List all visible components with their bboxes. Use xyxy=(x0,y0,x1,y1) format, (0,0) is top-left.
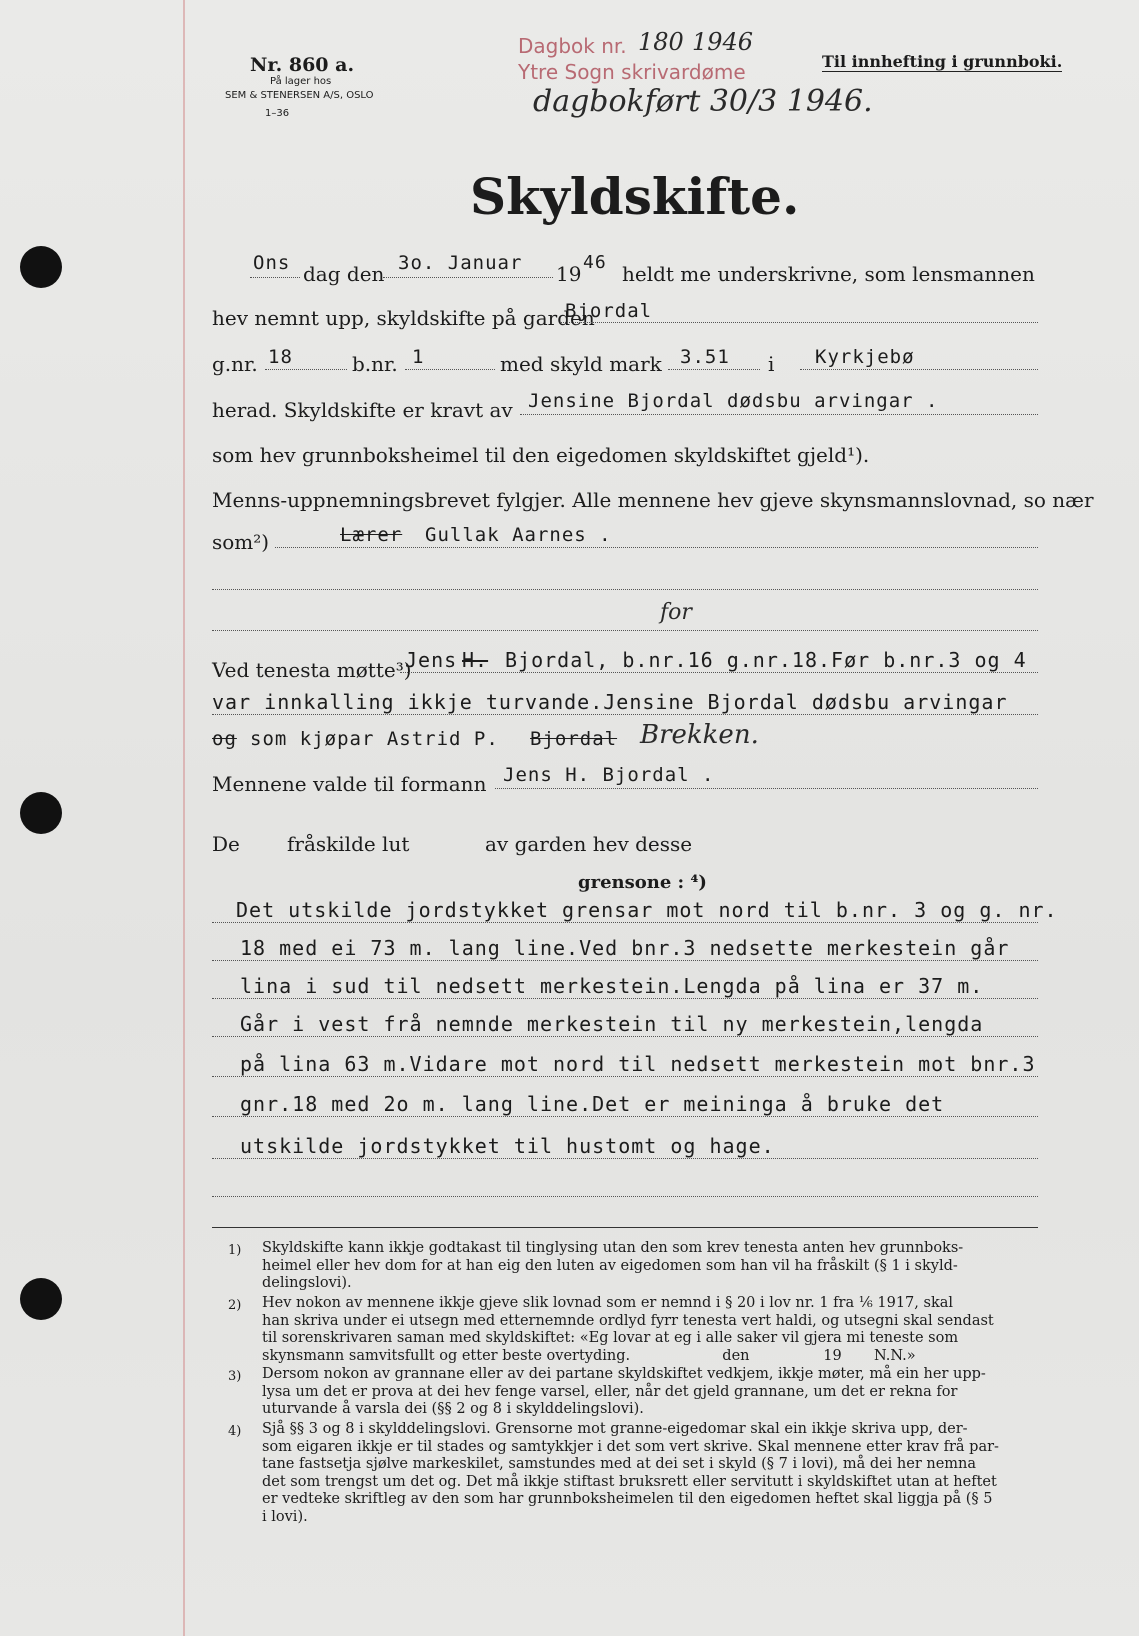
footnote-divider xyxy=(212,1227,1038,1228)
struck-title: Lærer xyxy=(340,524,403,546)
form-number: Nr. 860 a. xyxy=(250,54,355,76)
publisher-name: SEM & STENERSEN A/S, OSLO xyxy=(225,90,374,101)
label-ved-tenesta: Ved tenesta møtte³) xyxy=(212,658,412,682)
date-value: 3o. Januar xyxy=(398,252,523,274)
boundary-line: gnr.18 med 2o m. lang line.Det er meininga å bruke det xyxy=(240,1092,945,1116)
gnr-value: 18 xyxy=(268,346,293,368)
municipality: Kyrkjebø xyxy=(815,346,915,368)
boundary-line: Det utskilde jordstykket grensar mot nord til b.nr. 3 og g. nr. xyxy=(236,898,1058,922)
boundary-line: Går i vest frå nemnde merkestein til ny merkestein,lengda xyxy=(240,1012,984,1036)
weekday-prefix: Ons xyxy=(253,252,291,274)
year-suffix: 46 xyxy=(583,252,607,273)
journal-number: 180 xyxy=(638,28,684,56)
label-bnr: b.nr. xyxy=(352,352,398,376)
bnr-value: 1 xyxy=(412,346,425,368)
farm-name: Bjordal xyxy=(565,300,653,322)
attended-struck-initial: H. xyxy=(462,648,489,672)
footnote-number: 1) xyxy=(228,1243,242,1258)
label-av-garden: av garden hev desse xyxy=(485,832,693,856)
footnote-text: Hev nokon av mennene ikkje gjeve slik lovnad som er nemnd i § 20 i lov nr. 1 fra ⅙ 1917, skal han skriva under ei utsegn med etternemnde ordlyd fyrr tenesta vert haldi, og utsegni skal sendast til sorenskrivaren saman med skyldskiftet: «Eg lovar at eg i alle saker vil gjera mi teneste som skynsmann samvitsfullt og etter beste overtyding. den 19 N.N.» xyxy=(262,1295,994,1364)
boundary-line: lina i sud til nedsett merkestein.Lengda på lina er 37 m. xyxy=(240,974,984,998)
punch-hole xyxy=(20,792,62,834)
attended-handwritten: Brekken. xyxy=(640,720,759,750)
footnote-text: Skyldskifte kann ikkje godtakast til tinglysing utan den som krev tenesta anten hev grunnboks- heimel eller hev dom for at han eig den luten av eigedomen som han vil ha fråskilt (§ 1 i skyld- delingslovi). xyxy=(262,1240,964,1291)
label-heldt: heldt me underskrivne, som lensmannen xyxy=(622,262,1035,286)
label-gnr: g.nr. xyxy=(212,352,258,376)
attended-line-3: som kjøpar Astrid P. xyxy=(250,728,499,750)
label-fraskilde: fråskilde lut xyxy=(287,832,410,856)
footnote-text: Sjå §§ 3 og 8 i skylddelingslovi. Grensorne mot granne-eigedomar skal ein ikkje skriva upp, der- som eigaren ikkje er til stades og samtykkjer i det som vert skrive. Skal mennene etter krav frå par- tane fastsetja sjølve markeskilet, samstundes med at dei set i skyld (§ 7 i lovi), må dei her nemna det som trengst um det og. Det må ikkje stiftast bruksrett eller servitutt i skyldskiftet utan at heftet er vedteke skriftleg av den som har grunnboksheimelen til den eigedomen heftet skal liggja på (§ 5 i lovi). xyxy=(262,1421,999,1525)
label-dag-den: dag den xyxy=(303,262,385,286)
label-som-hev: som hev grunnboksheimel til den eigedomen skyldskiftet gjeld¹). xyxy=(212,443,870,467)
label-menns: Menns-uppnemningsbrevet fylgjer. Alle mennene hev gjeve skynsmannslovnad, so nær xyxy=(212,488,1094,512)
label-formann: Mennene valde til formann xyxy=(212,772,487,796)
attended-struck-a: og xyxy=(212,728,237,750)
punch-hole xyxy=(20,246,62,288)
skyld-value: 3.51 xyxy=(680,346,730,368)
office-stamp: Ytre Sogn skrivardøme xyxy=(518,60,746,84)
boundary-line: 18 med ei 73 m. lang line.Ved bnr.3 nedsette merkestein går xyxy=(240,936,1010,960)
boundary-line: utskilde jordstykket til hustomt og hage. xyxy=(240,1134,775,1158)
chairman-name: Jens H. Bjordal . xyxy=(503,764,715,786)
punch-hole xyxy=(20,1278,62,1320)
attended-line-2: var innkalling ikkje turvande.Jensine Bjordal dødsbu arvingar xyxy=(212,690,1008,714)
year-prefix: 19 xyxy=(556,262,582,286)
footnote-number: 2) xyxy=(228,1298,242,1313)
footnote-number: 4) xyxy=(228,1424,242,1439)
attended-struck-b: Bjordal xyxy=(530,728,618,750)
label-herad: herad. Skyldskifte er kravt av xyxy=(212,398,513,422)
margin-rule xyxy=(183,0,185,1636)
label-i: i xyxy=(768,352,775,376)
label-hev-nemnt: hev nemnt upp, skyldskifte på garden xyxy=(212,306,595,330)
attended-rest: Bjordal, b.nr.16 g.nr.18.Før b.nr.3 og 4 xyxy=(505,648,1027,672)
requested-by: Jensine Bjordal dødsbu arvingar . xyxy=(528,390,939,412)
skynsmann-name: Gullak Aarnes . xyxy=(425,524,612,546)
boundary-line: på lina 63 m.Vidare mot nord til nedsett merkestein mot bnr.3 xyxy=(240,1052,1036,1076)
publisher-code: 1–36 xyxy=(265,108,290,119)
binding-note: Til innhefting i grunnboki. xyxy=(822,52,1063,71)
publisher-line: På lager hos xyxy=(270,76,332,87)
page-title: Skyldskifte. xyxy=(470,167,800,226)
label-de: De xyxy=(212,832,240,856)
label-med-skyld: med skyld mark xyxy=(500,352,662,376)
label-som2: som²) xyxy=(212,530,270,554)
footnote-text: Dersom nokon av grannane eller av dei partane skyldskiftet vedkjem, ikkje møter, må ein her upp- lysa um det er prova at dei hev fenge varsel, eller, når det gjeld grannane, um det er rekna for uturvande å varsla dei (§§ 2 og 8 i skylddelingslovi). xyxy=(262,1366,986,1417)
label-grensone: grensone : ⁴) xyxy=(578,872,707,893)
journal-stamp-label: Dagbok nr. xyxy=(518,34,627,58)
footnote-number: 3) xyxy=(228,1369,242,1384)
journal-year: 1946 xyxy=(692,28,754,56)
insert-for: for xyxy=(660,600,692,625)
attended-name: Jens xyxy=(405,648,458,672)
registered-date: dagbokført 30/3 1946. xyxy=(533,84,873,119)
